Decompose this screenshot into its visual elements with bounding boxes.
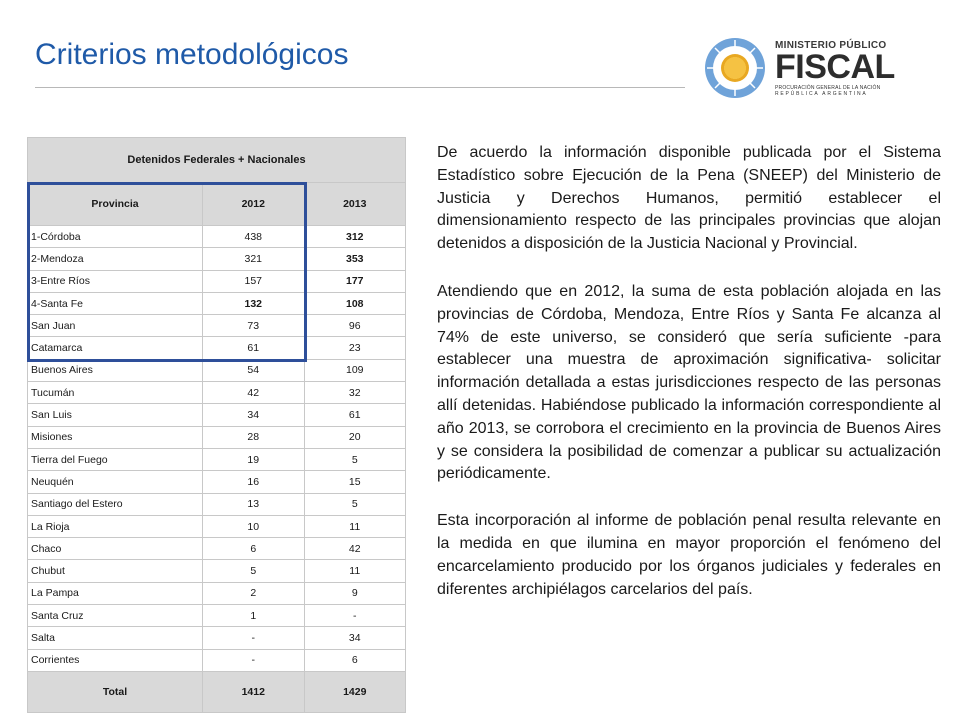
table-row: [28, 582, 406, 604]
value-2012-cell: 6: [203, 538, 305, 560]
province-cell: Tierra del Fuego: [28, 448, 203, 470]
paragraph-3: Esta incorporación al informe de población penal resulta relevante en la medida en que ilumina en mayor proporción el fenómeno del encarcelamiento producido por los órganos judiciales y federales en diferentes archipiélagos carcelarios del país.: [437, 512, 941, 598]
province-cell: Salta: [28, 627, 203, 649]
value-2012-cell: 16: [203, 471, 305, 493]
table-row: [28, 471, 406, 493]
value-2013-cell: -: [304, 605, 406, 627]
province-cell: Buenos Aires: [28, 359, 203, 381]
province-cell: Santiago del Estero: [28, 493, 203, 515]
province-cell: San Juan: [28, 315, 203, 337]
value-2012-cell: 34: [203, 404, 305, 426]
value-2013-cell: 9: [304, 582, 406, 604]
table-row: [28, 515, 406, 537]
value-2013-cell: 42: [304, 538, 406, 560]
table-row: [28, 448, 406, 470]
table-row: [28, 315, 406, 337]
value-2012-cell: 13: [203, 493, 305, 515]
province-cell: 3-Entre Ríos: [28, 270, 203, 292]
value-2012-cell: -: [203, 627, 305, 649]
value-2013-cell: 96: [304, 315, 406, 337]
table-title: Detenidos Federales + Nacionales: [28, 138, 406, 183]
detenidos-table: [27, 137, 406, 713]
total-2013: 1429: [304, 671, 406, 712]
table-row: [28, 538, 406, 560]
province-cell: Misiones: [28, 426, 203, 448]
logo-line-4: REPÚBLICA ARGENTINA: [775, 91, 868, 97]
value-2012-cell: 2: [203, 582, 305, 604]
column-header-2012: 2012: [203, 183, 305, 226]
province-cell: La Pampa: [28, 582, 203, 604]
province-cell: Chubut: [28, 560, 203, 582]
paragraph-2: Atendiendo que en 2012, la suma de esta población alojada en las provincias de Córdoba, Mendoza, Entre Ríos y Santa Fe alcanza al 74% de este universo, se consideró que sería suficiente -para establecer una muestra de aproximación significativa- solicitar información detallada a estas jurisdicciones respecto de las personas allí detenidas. Habiéndose publicado la información correspondiente al año 2013, se corrobora el crecimiento en la provincia de Buenos Aires y se considera la posibilidad de comenzar a publicar su actualización periódicamente.: [437, 282, 941, 483]
province-cell: Neuquén: [28, 471, 203, 493]
value-2012-cell: 438: [203, 226, 305, 248]
value-2013-cell: 20: [304, 426, 406, 448]
table-row: [28, 426, 406, 448]
value-2013-cell: 32: [304, 382, 406, 404]
value-2013-cell: 61: [304, 404, 406, 426]
value-2013-cell: 34: [304, 627, 406, 649]
value-2013-cell: 5: [304, 448, 406, 470]
title-divider: [35, 87, 685, 88]
table-row: [28, 493, 406, 515]
value-2012-cell: 61: [203, 337, 305, 359]
logo-line-1: MINISTERIO PÚBLICO: [775, 40, 887, 51]
total-row: [28, 671, 406, 712]
total-label: Total: [28, 671, 203, 712]
value-2012-cell: 321: [203, 248, 305, 270]
value-2013-cell: 177: [304, 270, 406, 292]
page-title: Criterios metodológicos: [35, 38, 349, 71]
table-row: [28, 649, 406, 671]
table-row: [28, 605, 406, 627]
value-2013-cell: 11: [304, 560, 406, 582]
value-2012-cell: 157: [203, 270, 305, 292]
province-cell: Santa Cruz: [28, 605, 203, 627]
column-header-provincia: Provincia: [28, 183, 203, 226]
value-2012-cell: 1: [203, 605, 305, 627]
value-2012-cell: 10: [203, 515, 305, 537]
value-2012-cell: 28: [203, 426, 305, 448]
province-cell: La Rioja: [28, 515, 203, 537]
value-2013-cell: 11: [304, 515, 406, 537]
value-2012-cell: 5: [203, 560, 305, 582]
value-2012-cell: 19: [203, 448, 305, 470]
total-2012: 1412: [203, 671, 305, 712]
logo-line-2: FISCAL: [775, 48, 895, 86]
province-cell: 2-Mendoza: [28, 248, 203, 270]
table-row: [28, 248, 406, 270]
value-2012-cell: 42: [203, 382, 305, 404]
province-cell: Catamarca: [28, 337, 203, 359]
province-cell: San Luis: [28, 404, 203, 426]
table-row: [28, 627, 406, 649]
detenidos-table-container: [27, 137, 406, 713]
province-cell: 4-Santa Fe: [28, 292, 203, 314]
table-row: [28, 382, 406, 404]
sun-emblem-icon: [705, 38, 765, 98]
province-cell: 1-Córdoba: [28, 226, 203, 248]
table-row: [28, 337, 406, 359]
value-2013-cell: 109: [304, 359, 406, 381]
table-row: [28, 292, 406, 314]
value-2013-cell: 6: [304, 649, 406, 671]
logo-line-3: PROCURACIÓN GENERAL DE LA NACIÓN: [775, 85, 881, 91]
value-2013-cell: 23: [304, 337, 406, 359]
value-2012-cell: 73: [203, 315, 305, 337]
value-2013-cell: 5: [304, 493, 406, 515]
table-row: [28, 270, 406, 292]
value-2013-cell: 353: [304, 248, 406, 270]
paragraph-1: De acuerdo la información disponible publicada por el Sistema Estadístico sobre Ejecución de la Pena (SNEEP) del Ministerio de Justicia y Derechos Humanos, permitió establecer el dimensionamiento respecto de las principales provincias que alojan detenidos a disposición de la Justicia Nacional y Provincial.: [437, 144, 941, 253]
value-2012-cell: 132: [203, 292, 305, 314]
table-row: [28, 560, 406, 582]
province-cell: Chaco: [28, 538, 203, 560]
table-row: [28, 359, 406, 381]
province-cell: Tucumán: [28, 382, 203, 404]
body-text: [437, 142, 941, 601]
table-row: [28, 226, 406, 248]
value-2012-cell: 54: [203, 359, 305, 381]
column-header-2013: 2013: [304, 183, 406, 226]
table-row: [28, 404, 406, 426]
value-2013-cell: 15: [304, 471, 406, 493]
province-cell: Corrientes: [28, 649, 203, 671]
ministerio-publico-fiscal-logo: [705, 38, 895, 100]
value-2013-cell: 312: [304, 226, 406, 248]
value-2013-cell: 108: [304, 292, 406, 314]
value-2012-cell: -: [203, 649, 305, 671]
